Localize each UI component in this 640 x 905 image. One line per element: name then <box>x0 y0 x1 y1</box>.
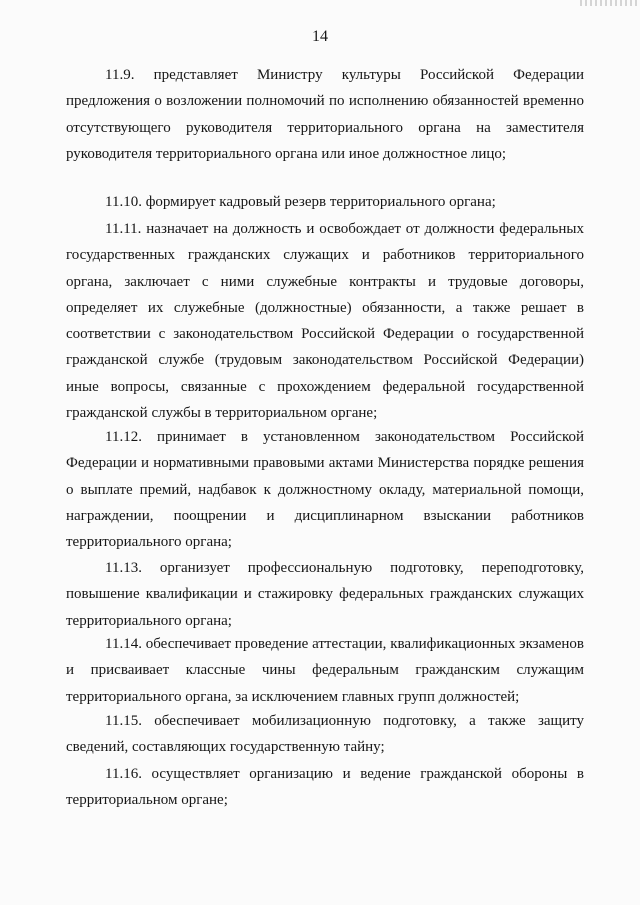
paragraph-11-9: 11.9. представляет Министру культуры Российской Федерации предложения о возложении полномочий по исполнению обязанностей временно отсутствующего руководителя территориального органа на заместителя руководителя территориального органа или иное должностное лицо; <box>66 67 584 162</box>
paragraph-11-14: 11.14. обеспечивает проведение аттестации, квалификационных экзаменов и присваивает классные чины федеральным гражданским служащим территориального органа, за исключением главных групп должностей; <box>66 636 584 705</box>
page-number: 14 <box>312 28 328 45</box>
paragraph-11-13: 11.13. организует профессиональную подготовку, переподготовку, повышение квалификации и стажировку федеральных гражданских служащих территориального органа; <box>66 560 584 629</box>
paragraph-11-16: 11.16. осуществляет организацию и ведение гражданской обороны в территориальном органе; <box>66 766 584 809</box>
paragraph-11-15: 11.15. обеспечивает мобилизационную подготовку, а также защиту сведений, составляющих государственную тайну; <box>66 713 584 756</box>
scan-edge-artifact <box>580 0 640 6</box>
paragraph-11-10: 11.10. формирует кадровый резерв территориального органа; <box>105 194 496 210</box>
paragraph-11-12: 11.12. принимает в установленном законодательством Российской Федерации и нормативными правовыми актами Министерства порядке решения о выплате премий, надбавок к должностному окладу, материальной помощи, награждении, поощрении и дисциплинарном взыскании работников территориального органа; <box>66 429 584 551</box>
paragraph-11-11: 11.11. назначает на должность и освобождает от должности федеральных государственных гражданских служащих и работников территориального органа, заключает с ними служебные контракты и трудовые договоры, определяет их служебные (должностные) обязанности, а также решает в соответствии с законодательством Российской Федерации о государственной гражданской службе (трудовым законодательством Российской Федерации) иные вопросы, связанные с прохождением федеральной государственной гражданской службы в территориальном органе; <box>66 221 584 422</box>
